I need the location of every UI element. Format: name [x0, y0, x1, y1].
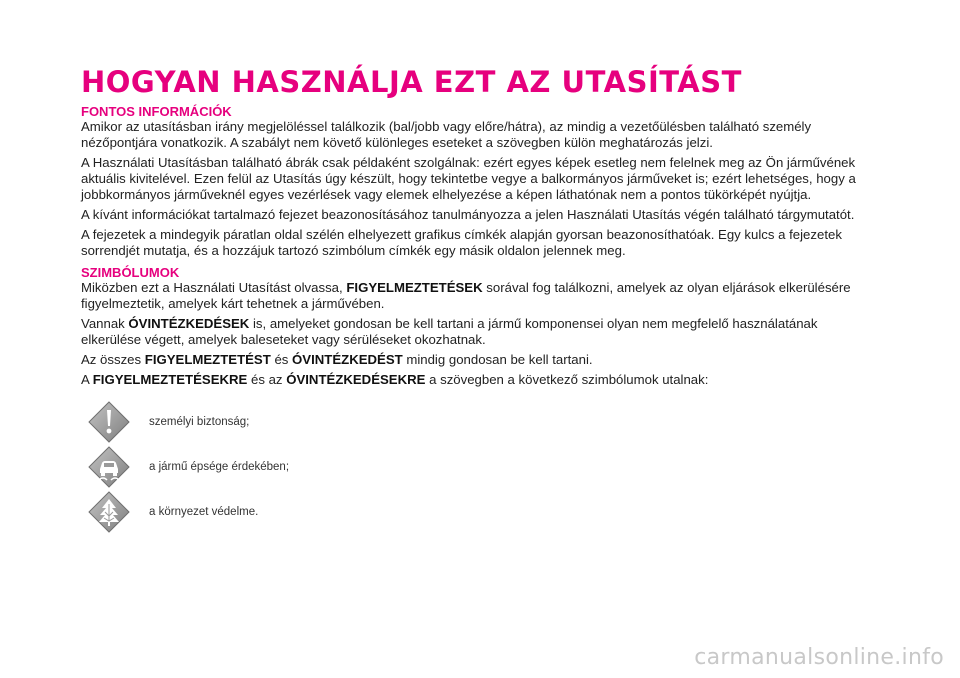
bold-precautions: ÓVINTÉZKEDÉST: [292, 352, 403, 367]
car-skid-icon: [87, 445, 131, 489]
symbol-list: [81, 400, 881, 534]
symbol-item-personal-safety: [81, 400, 881, 444]
symbol-label: személyi biztonság;: [149, 416, 250, 428]
text-span: és: [270, 352, 293, 367]
symbol-item-vehicle-integrity: [81, 445, 881, 489]
symbol-label: a jármű épsége érdekében;: [149, 461, 290, 473]
symbols-paragraph-2: [81, 316, 881, 348]
page-title: HOGYAN HASZNÁLJA EZT AZ UTASÍTÁST: [81, 65, 742, 99]
important-paragraph-2: A Használati Utasításban található ábrák csak példaként szolgálnak: ezért egyes képek esetleg nem felelnek meg az Ön járművének aktuális kivitelével. Ezen felül az Utasítás úgy készült, hogy tekintetbe vegye a balkormányos járműveket is; ezért lehetséges, hogy a jobbkormányos járműveknél egyes vezérlések vagy elemek elhelyezése a képen láthatónak nem a pontos tükörképét nyújtja.: [81, 155, 856, 202]
symbol-item-environment: [81, 490, 881, 534]
text-span: sorával fog találkozni, amelyek az olyan eljárások elkerülésére figyelmeztetik, amelyek kárt tehetnek a járművében.: [81, 280, 851, 311]
symbols-paragraph-1: [81, 280, 881, 312]
text-span: A: [81, 372, 93, 387]
bold-precautions: ÓVINTÉZKEDÉSEKRE: [286, 372, 426, 387]
text-span: is, amelyeket gondosan be kell tartani a jármű komponensei olyan nem megfelelő használatának elkerülése végett, amelyek baleseteket vagy sérüléseket okozhatnak.: [81, 316, 818, 347]
symbols-heading: SZIMBÓLUMOK: [81, 265, 180, 280]
important-info-heading: FONTOS INFORMÁCIÓK: [81, 104, 232, 119]
bold-warnings: FIGYELMEZTETÉST: [144, 352, 271, 367]
important-paragraph-3: A kívánt információkat tartalmazó fejezet beazonosításához tanulmányozza a jelen Használati Utasítás végén található tárgymutatót.: [81, 207, 855, 222]
text-span: és az: [247, 372, 287, 387]
text-span: a szövegben a következő szimbólumok utalnak:: [425, 372, 709, 387]
important-paragraph-4: A fejezetek a mindegyik páratlan oldal szélén elhelyezett grafikus címkék alapján gyorsan beazonosíthatóak. Egy kulcs a fejezetek sorrendjét mutatja, és a hozzájuk tartozó szimbólum címkék egy másik oldalon jelennek meg.: [81, 227, 842, 258]
text-span: Miközben ezt a Használati Utasítást olvassa,: [81, 280, 347, 295]
symbols-paragraph-4: [81, 372, 881, 388]
text-span: Vannak: [81, 316, 129, 331]
environment-tree-icon: [87, 490, 131, 534]
symbols-paragraph-3: [81, 352, 881, 368]
text-span: Az összes: [81, 352, 145, 367]
important-paragraph-1: Amikor az utasításban irány megjelöléssel találkozik (bal/jobb vagy előre/hátra), az mindig a vezetőülésben található személy nézőpontjára vonatkozik. A szabályt nem követő különleges eseteket a szövegben külön meghatározás jelzi.: [81, 119, 812, 150]
bold-warnings: FIGYELMEZTETÉSEK: [346, 280, 483, 295]
bold-warnings: FIGYELMEZTETÉSEKRE: [92, 372, 248, 387]
watermark: carmanualsonline.info: [694, 645, 944, 670]
text-span: mindig gondosan be kell tartani.: [402, 352, 593, 367]
symbol-label: a környezet védelme.: [149, 506, 259, 518]
manual-page: [81, 66, 881, 535]
exclamation-warning-icon: [87, 400, 131, 444]
bold-precautions: ÓVINTÉZKEDÉSEK: [128, 316, 250, 331]
